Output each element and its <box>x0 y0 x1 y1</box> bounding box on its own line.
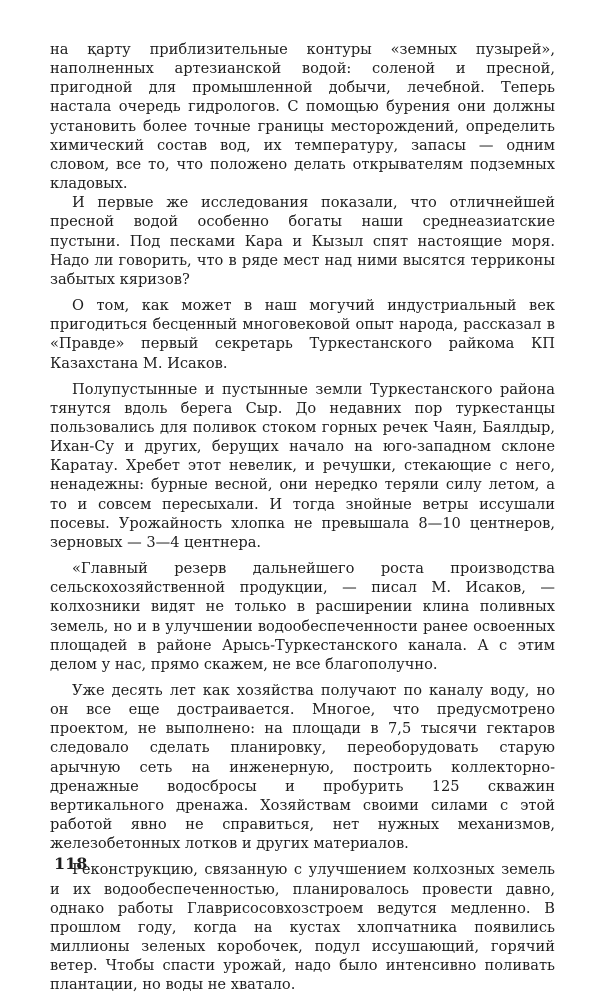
page-body <box>50 40 555 995</box>
paragraph-3: О том, как может в наш могучий индустриальный век пригодиться бесценный многовековой опыт народа, рассказал в «Правде» первый секретарь Туркестанского райкома КП Казахстана М. Исаков. <box>50 297 555 372</box>
page-number: 118 <box>54 854 88 873</box>
paragraph-6: Уже десять лет как хозяйства получают по каналу воду, но он все еще достраивается. Многое, что предусмотрено проектом, не выполнено: на площади в 7,5 тысячи гектаров следовало сделать планировку, переоборудовать старую арычную сеть на инженерную, построить коллекторно-дренажные водосбросы и пробурить 125 скважин вертикального дренажа. Хозяйствам своими силами с этой работой явно не справиться, нет нужных механизмов, железобетонных лотков и других материалов. <box>50 682 555 853</box>
paragraph-4: Полупустынные и пустынные земли Туркестанского района тянутся вдоль берега Сыр. До недавних пор туркестанцы пользовались для поливок стоком горных речек Чаян, Баялдыр, Ихан-Су и других, берущих начало на юго-западном склоне Каратау. Хребет этот невелик, и речушки, стекающие с него, ненадежны: бурные весной, они нередко теряли силу летом, а то и совсем пересыхали. И тогда знойные ветры иссушали посевы. Урожайность хлопка не превышала 8—10 центнеров, зерновых — 3—4 центнера. <box>50 380 555 551</box>
paragraph-7: Реконструкцию, связанную с улучшением колхозных земель и их водообеспеченностью, планировалось провести давно, однако работы Главрисосовхозстроем ведутся медленно. В прошлом году, когда на кустах хлопчатника появились миллионы зеленых коробочек, подул иссушающий, горячий ветер. Чтобы спасти урожай, надо было интенсивно поливать плантации, но воды не хватало. <box>50 861 555 994</box>
paragraph-2: И первые же исследования показали, что отличнейшей пресной водой особенно богаты наши среднеазиатские пустыни. Под песками Кара и Кызыл спят настоящие моря. Надо ли говорить, что в ряде мест над ними высятся терриконы забытых кяризов? <box>50 194 555 288</box>
paragraph-1: на қарту приблизительные контуры «земных пузырей», наполненных артезианской водой: соленой и пресной, пригодной для промышленной добычи, лечебной. Теперь настала очередь гидрологов. С помощью бурения они должны установить более точные границы месторождений, определить химический состав вод, их температуру, запасы — одним словом, все то, что положено делать открывателям подземных кладовых. <box>50 41 555 193</box>
paragraph-5: «Главный резерв дальнейшего роста производства сельскохозяйственной продукции, — писал М. Исаков, — колхозники видят не только в расширении клина поливных земель, но и в улучшении водообеспеченности ранее освоенных площадей в районе Арысь-Туркестанского канала. А с этим делом у нас, прямо скажем, не все благополучно. <box>50 560 555 673</box>
